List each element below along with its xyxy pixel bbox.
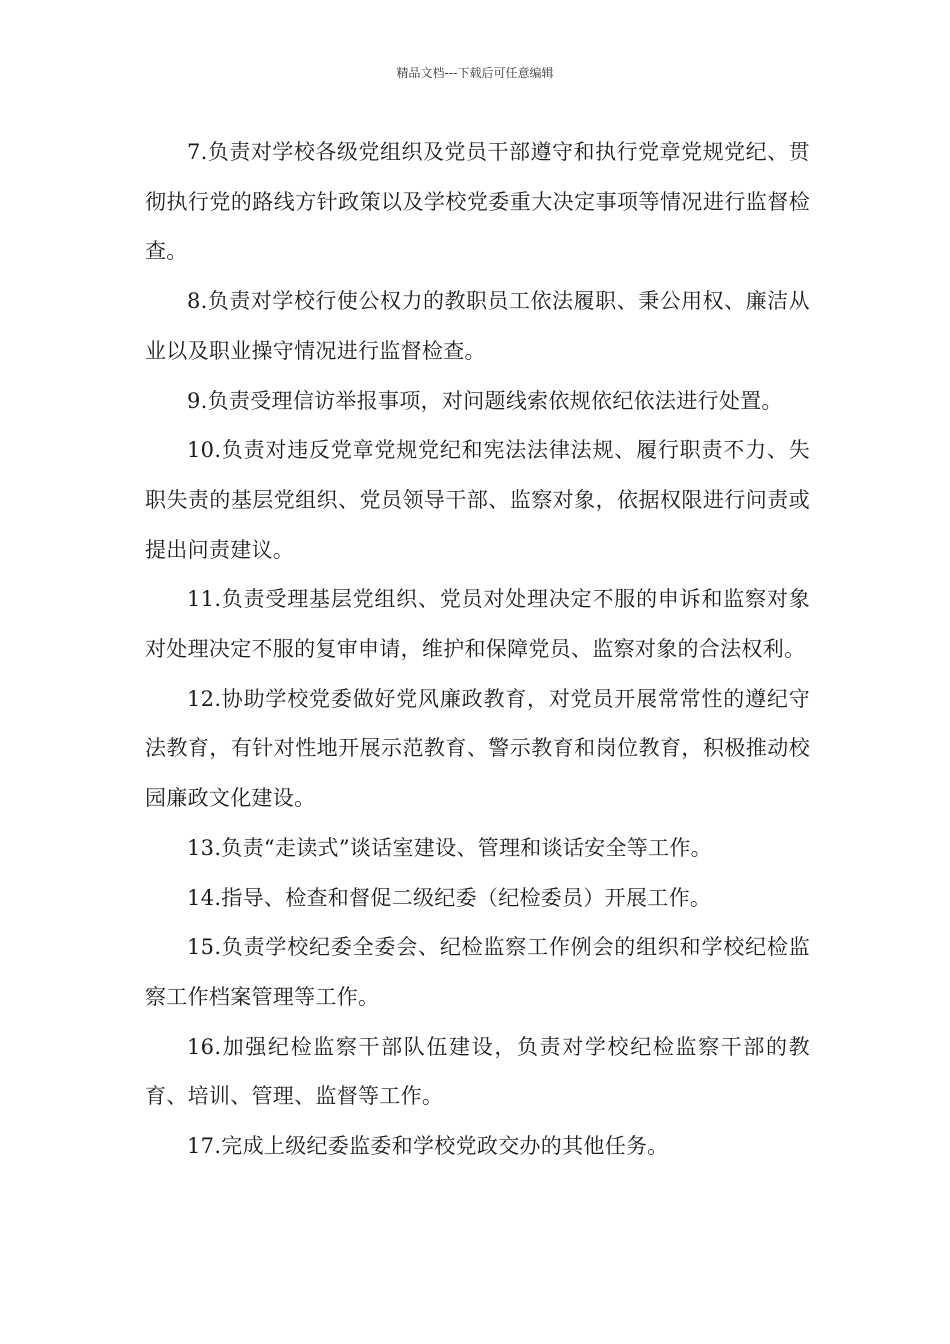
paragraph-item-13: 13.负责“走读式”谈话室建设、管理和谈话安全等工作。 (187, 835, 712, 860)
paragraph-item-15: 15.负责学校纪委全委会、纪检监察工作例会的组织和学校纪检监察工作档案管理等工作。 (145, 935, 810, 1009)
paragraph-item-14: 14.指导、检查和督促二级纪委（纪检委员）开展工作。 (187, 885, 712, 910)
paragraph-item-9: 9.负责受理信访举报事项，对问题线索依规依纪依法进行处置。 (187, 388, 783, 413)
paragraph-item-10: 10.负责对违反党章党规党纪和宪法法律法规、履行职责不力、失职失责的基层党组织、党员领导干部、监察对象，依据权限进行问责或提出问责建议。 (145, 438, 810, 562)
paragraph-item-16: 16.加强纪检监察干部队伍建设，负责对学校纪检监察干部的教育、培训、管理、监督等工作。 (145, 1034, 810, 1109)
paragraph-item-7: 7.负责对学校各级党组织及党员干部遵守和执行党章党规党纪、贯彻执行党的路线方针政策以及学校党委重大决定事项等情况进行监督检查。 (145, 140, 810, 264)
paragraph-item-17: 17.完成上级纪委监委和学校党政交办的其他任务。 (187, 1134, 669, 1159)
document-body (145, 128, 810, 1172)
page-header: 精品文档---下载后可任意编辑 (396, 66, 554, 80)
paragraph-item-11: 11.负责受理基层党组织、党员对处理决定不服的申诉和监察对象对处理决定不服的复审申请，维护和保障党员、监察对象的合法权利。 (145, 587, 810, 662)
paragraph-item-8: 8.负责对学校行使公权力的教职员工依法履职、秉公用权、廉洁从业以及职业操守情况进行监督检查。 (145, 289, 810, 363)
paragraph-item-12: 12.协助学校党委做好党风廉政教育，对党员开展常常性的遵纪守法教育，有针对性地开展示范教育、警示教育和岗位教育，积极推动校园廉政文化建设。 (145, 686, 810, 811)
